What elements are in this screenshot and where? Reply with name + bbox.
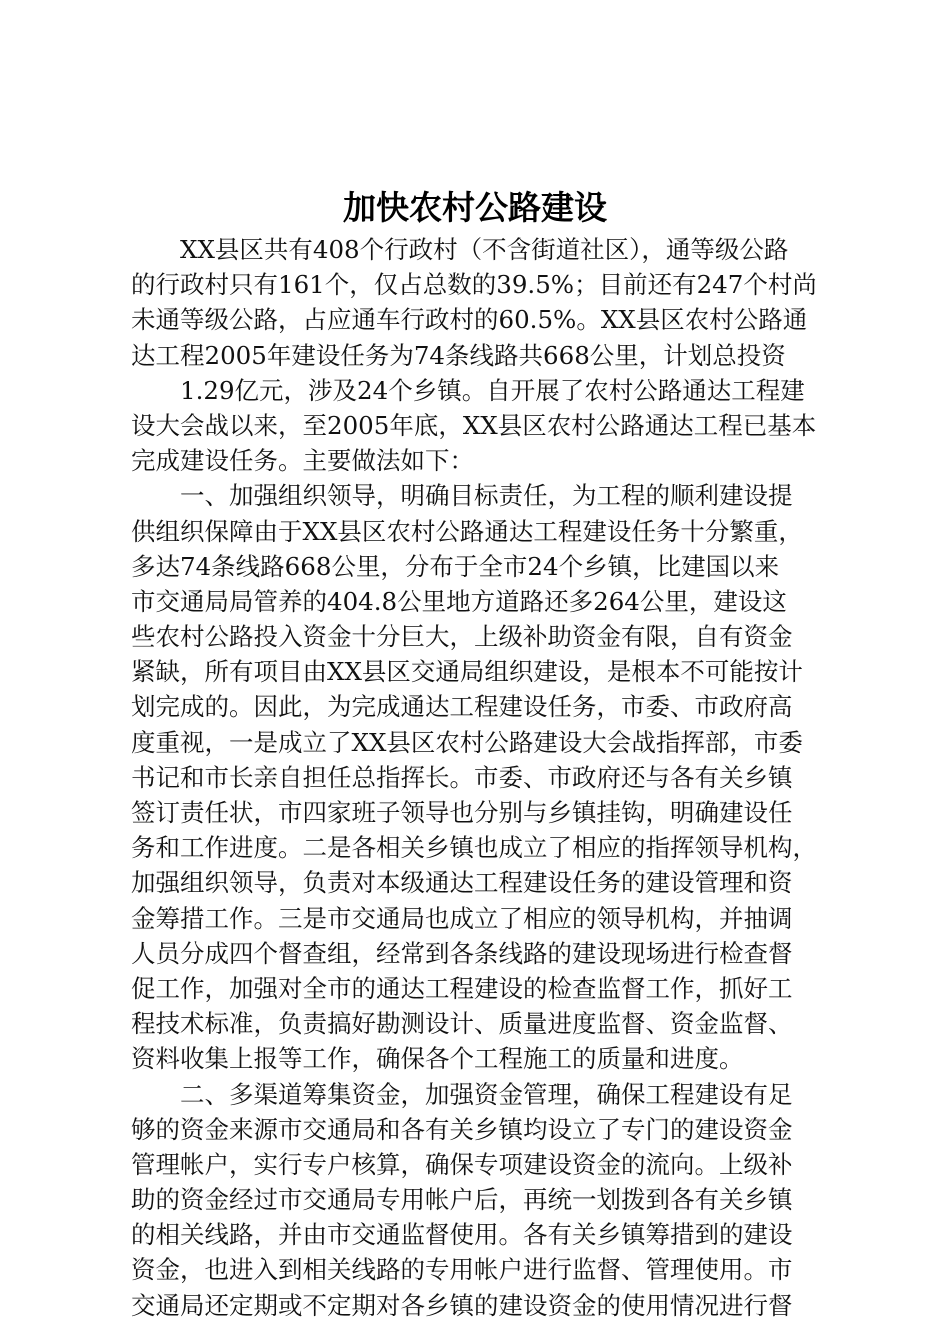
text-line: 务和工作进度。二是各相关乡镇也成立了相应的指挥领导机构， <box>131 833 817 863</box>
text-line: 1.29亿元，涉及24个乡镇。自开展了农村公路通达工程建 <box>180 375 805 405</box>
text-line: 的行政村只有161个，仅占总数的39.5%；目前还有247个村尚 <box>131 270 817 300</box>
text-line: 市交通局局管养的404.8公里地方道路还多264公里，建设这 <box>131 586 787 616</box>
text-line: 资金，也进入到相关线路的专用帐户进行监督、管理使用。市 <box>131 1255 793 1285</box>
document-title: 加快农村公路建设 <box>343 188 607 227</box>
text-line: 达工程2005年建设任务为74条线路共668公里，计划总投资 <box>131 340 786 370</box>
text-line: 书记和市长亲自担任总指挥长。市委、市政府还与各有关乡镇 <box>131 762 793 792</box>
text-line: 一、加强组织领导，明确目标责任，为工程的顺利建设提 <box>180 481 793 511</box>
text-line: 交通局还定期或不定期对各乡镇的建设资金的使用情况进行督 <box>131 1290 793 1320</box>
text-line: 紧缺，所有项目由XX县区交通局组织建设，是根本不可能按计 <box>131 657 803 687</box>
text-line: 促工作，加强对全市的通达工程建设的检查监督工作，抓好工 <box>131 973 793 1003</box>
text-line: 金筹措工作。三是市交通局也成立了相应的领导机构，并抽调 <box>131 903 793 933</box>
text-line: 设大会战以来，至2005年底，XX县区农村公路通达工程已基本 <box>131 410 817 440</box>
text-line: 的相关线路，并由市交通监督使用。各有关乡镇筹措到的建设 <box>131 1220 793 1250</box>
text-line: 管理帐户，实行专户核算，确保专项建设资金的流向。上级补 <box>131 1149 793 1179</box>
document-body <box>131 232 831 1323</box>
text-line: 程技术标准，负责搞好勘测设计、质量进度监督、资金监督、 <box>131 1009 793 1039</box>
text-line: 未通等级公路，占应通车行政村的60.5%。XX县区农村公路通 <box>131 305 808 335</box>
text-line: XX县区共有408个行政村（不含街道社区），通等级公路 <box>180 235 789 264</box>
text-line: 加强组织领导，负责对本级通达工程建设任务的建设管理和资 <box>131 868 793 898</box>
text-line: 助的资金经过市交通局专用帐户后，再统一划拨到各有关乡镇 <box>131 1185 793 1215</box>
text-line: 签订责任状，市四家班子领导也分别与乡镇挂钩，明确建设任 <box>131 798 793 827</box>
text-line: 资料收集上报等工作，确保各个工程施工的质量和进度。 <box>131 1044 744 1074</box>
text-line: 人员分成四个督查组，经常到各条线路的建设现场进行检查督 <box>131 938 793 968</box>
text-line: 多达74条线路668公里，分布于全市24个乡镇，比建国以来 <box>131 551 780 581</box>
text-line: 划完成的。因此，为完成通达工程建设任务，市委、市政府高 <box>131 692 793 722</box>
text-line: 完成建设任务。主要做法如下： <box>131 446 474 476</box>
text-line: 度重视，一是成立了XX县区农村公路建设大会战指挥部，市委 <box>131 727 803 757</box>
text-line: 够的资金来源市交通局和各有关乡镇均设立了专门的建设资金 <box>131 1114 793 1144</box>
text-line: 二、多渠道筹集资金，加强资金管理，确保工程建设有足 <box>180 1079 793 1109</box>
text-line: 供组织保障由于XX县区农村公路通达工程建设任务十分繁重， <box>131 516 803 546</box>
text-line: 些农村公路投入资金十分巨大，上级补助资金有限，自有资金 <box>131 622 793 652</box>
